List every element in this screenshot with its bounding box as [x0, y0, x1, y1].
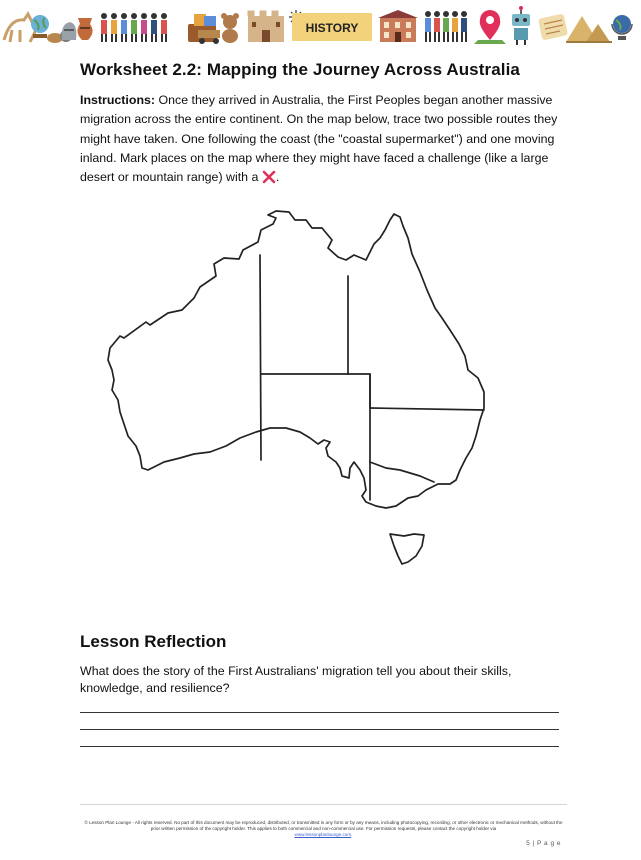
- teddy-bear-icon: [221, 13, 239, 43]
- reflection-question: What does the story of the First Australians' migration tell you about their skills, knowledge, and resilience?: [80, 664, 512, 695]
- map-pin-icon: [474, 10, 506, 44]
- reflection-title: Lesson Reflection: [80, 632, 227, 651]
- border-wa: [260, 255, 261, 460]
- answer-line[interactable]: [80, 746, 559, 747]
- worksheet-title: Worksheet 2.2: Mapping the Journey Across Australia: [80, 60, 520, 79]
- border-sa-east: [348, 374, 370, 500]
- border-nsw-vic: [370, 462, 434, 482]
- castle-icon: [248, 11, 284, 42]
- scroll-icon: [538, 14, 568, 41]
- history-badge-label: HISTORY: [305, 21, 359, 35]
- globe-icon: [31, 15, 49, 38]
- footer-copyright: [80, 820, 567, 838]
- footer-divider: [80, 804, 567, 805]
- people-group-icon: [101, 13, 167, 42]
- border-qld-nsw: [370, 408, 484, 410]
- mansion-icon: [378, 10, 418, 42]
- header-banner: [0, 0, 641, 50]
- dinosaur-skeleton-icon: [4, 14, 36, 42]
- answer-line[interactable]: [80, 712, 559, 713]
- instructions-label: Instructions:: [80, 93, 156, 107]
- page-number: [526, 840, 561, 847]
- pyramids-icon: [566, 16, 612, 42]
- globe-stand-icon: [612, 15, 632, 40]
- footer-website-link[interactable]: www.lessonplanlounge.com: [294, 832, 352, 837]
- instructions-end: .: [275, 170, 280, 185]
- page-number-label: | P a g e: [532, 840, 561, 847]
- x-mark-icon: [262, 170, 276, 190]
- mainland-outline: [108, 211, 484, 508]
- knight-helmet-icon: [62, 22, 77, 40]
- footer-link-suffix: .: [351, 832, 353, 837]
- footer-copyright-text: © Lesson Plan Lounge - All rights reserved. No part of this document may be reproduced, distributed, or transmitted in any form or by any means, including photocopying, recording, or other electronic or mechanical methods, without the prior written permission of the copyright holder. This applies to both commercial and non-commercial use. For permission requests, please contact the copyright holder via: [84, 820, 563, 831]
- instructions-paragraph: [80, 91, 570, 190]
- pottery-icon: [77, 18, 92, 40]
- tasmania-outline: [390, 534, 424, 564]
- page-number-value: 5: [526, 840, 531, 847]
- robot-icon: [512, 6, 530, 45]
- history-badge: [292, 13, 372, 41]
- answer-line[interactable]: [80, 729, 559, 730]
- australia-map: [90, 200, 510, 580]
- instructions-text: Once they arrived in Australia, the First Peoples began another massive migration across the entire continent. On the map below, trace two possible routes they might have taken. One following the coast (the "coastal supermarket") and one moving inland. Mark places on the map where they might have faced a challenge (like a large desert or mountain range) with a: [80, 93, 558, 185]
- crowd-icon: [425, 11, 467, 42]
